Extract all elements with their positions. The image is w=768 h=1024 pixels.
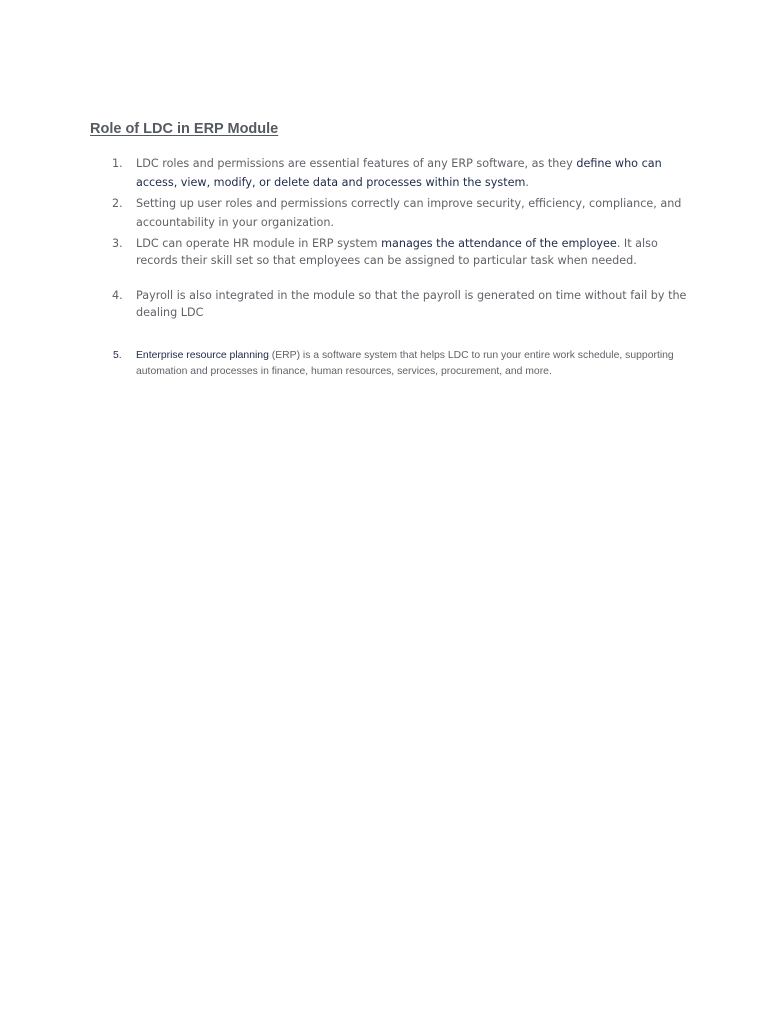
document-title: Role of LDC in ERP Module — [90, 121, 279, 137]
list-item-number: 5. — [113, 350, 122, 361]
list-item-number: 4. — [112, 289, 123, 302]
highlighted-text: manages the attendance of the employee — [381, 237, 617, 250]
list-item-number: 2. — [112, 197, 123, 210]
list-item-text: LDC roles and permissions are essential features of any ERP software, as they define who can access, view, modify, or delete data and processes within the system. — [136, 157, 662, 189]
highlighted-text: Enterprise resource planning — [136, 350, 269, 361]
list-item-text: Enterprise resource planning (ERP) is a software system that helps LDC to run your entire work schedule, supporting automation and processes in finance, human resources, services, procurement, and more. — [136, 350, 674, 377]
list-item-text: LDC can operate HR module in ERP system manages the attendance of the employee. It also records their skill set so that employees can be assigned to particular task when needed. — [136, 237, 658, 267]
list-item-number: 1. — [112, 157, 123, 170]
highlighted-text: define who can access, view, modify, or delete data and processes within the system — [136, 157, 662, 189]
list-item-number: 3. — [112, 237, 123, 250]
list-item-text: Payroll is also integrated in the module so that the payroll is generated on time without fail by the dealing LDC — [136, 289, 687, 319]
list-item-text: Setting up user roles and permissions correctly can improve security, efficiency, compliance, and accountability in your organization. — [136, 197, 682, 229]
